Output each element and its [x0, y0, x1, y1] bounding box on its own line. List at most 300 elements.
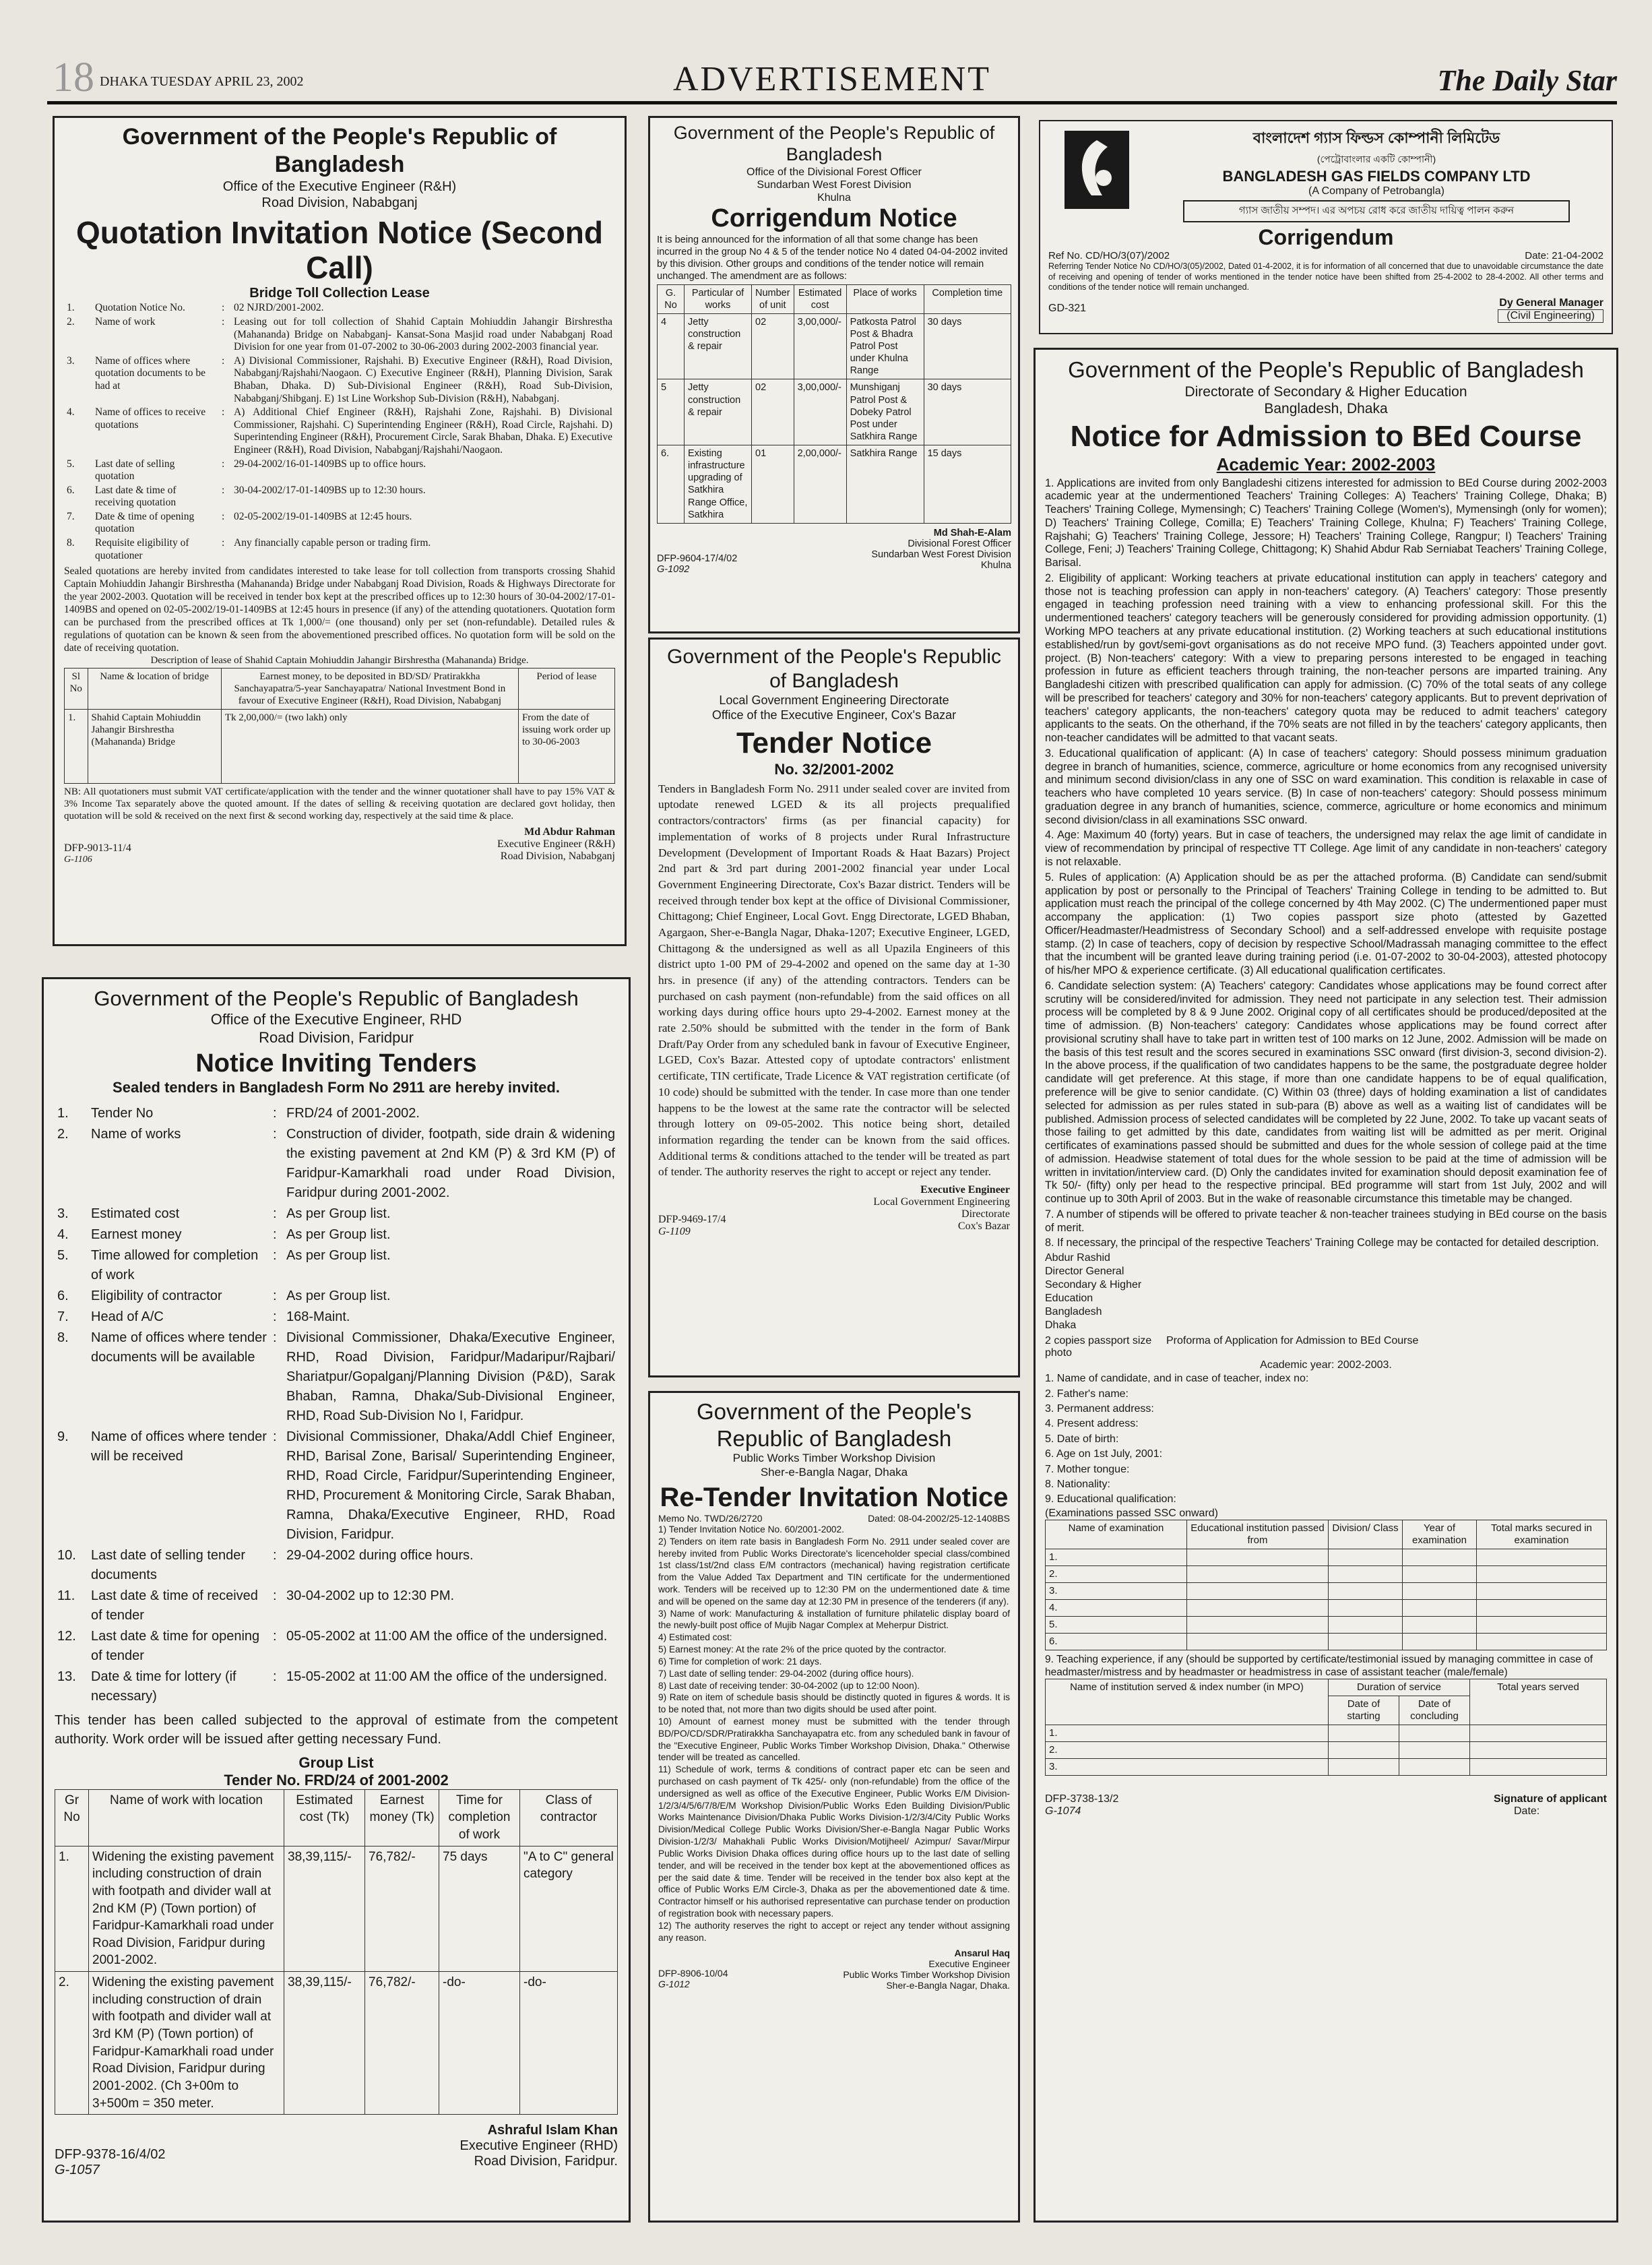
notice-item	[55, 1667, 618, 1707]
proforma-field: 2. Father's name:	[1045, 1388, 1129, 1400]
signer-line: Education	[1045, 1293, 1093, 1305]
item-number: 5.	[67, 458, 75, 470]
exam-empty-cell	[1477, 1616, 1607, 1633]
notice-number: No. 32/2001-2002	[774, 760, 894, 778]
notice-item: 7) Last date of selling tender: 29-04-2002 (during office hours).	[658, 1668, 914, 1679]
exam-empty-cell	[1187, 1549, 1329, 1565]
item-number: 2.	[67, 315, 75, 328]
table-cell: 1.	[55, 1846, 89, 1971]
city-line: Sher-e-Bangla Nagar, Dhaka	[760, 1465, 908, 1479]
proforma-field: 6. Age on 1st July, 2001:	[1045, 1448, 1163, 1460]
paper-logo: The Daily Star	[1437, 64, 1617, 97]
exam-empty-cell	[1477, 1549, 1607, 1565]
notice-item: 6) Time for completion of work: 21 days.	[658, 1656, 822, 1667]
item-value: A) Additional Chief Engineer (R&H), Rajshahi Zone, Rajshahi. B) Divisional Commissioner, Rajshahi. C) Superintending Engineer (R&H), Road Circle, Rajshahi. D) Superintending Engineer (R&H), Procurement Circle, Sarak Bhaban, Dhaka. E) Executive Engineer (R&H), Road Division, Nababganj/Rajshahi/Naogaon.	[234, 406, 612, 456]
item-colon: :	[222, 315, 225, 328]
notice-item	[55, 1586, 618, 1626]
exam-empty-cell	[1187, 1633, 1329, 1650]
item-number: 6.	[57, 1288, 69, 1303]
item-key: Date & time of opening quotation	[95, 510, 195, 535]
item-colon: :	[273, 1105, 277, 1121]
office-line: Office of the Executive Engineer, RHD	[210, 1011, 462, 1028]
experience-empty-cell	[1329, 1725, 1399, 1742]
item-value: A) Divisional Commissioner, Rajshahi. B) Executive Engineer (R&H), Road Division, Nababganj/Rajshahi/Naogaon. C) Executive Engineer (R&H), Planning Division, Sarak Bhaban, Dhaka. D) Sub-Divisional Engineer (R&H), Road Sub-Division, Nababganj/Shibganj. E) 1st Line Workshop Sub-Division (R&H), Nababganj.	[234, 354, 612, 404]
exam-empty-cell	[1329, 1565, 1403, 1582]
notice-items	[64, 301, 615, 563]
item-value: As per Group list.	[286, 1206, 391, 1221]
item-key: Name of works	[91, 1126, 181, 1142]
notice-item	[64, 315, 615, 354]
signer-name: Md Abdur Rahman	[524, 826, 615, 838]
table-cell: 02	[752, 313, 794, 379]
experience-empty-cell	[1399, 1725, 1470, 1742]
item-key: Requisite eligibility of quotationer	[95, 537, 189, 561]
table-cell: 76,782/-	[365, 1846, 439, 1971]
photo-note: 2 copies passport size photo	[1045, 1335, 1152, 1359]
item-number: 7.	[57, 1309, 69, 1324]
gov-heading: Government of the People's Republic of Bangladesh	[696, 1399, 972, 1451]
item-colon: :	[222, 302, 225, 314]
experience-empty-cell	[1470, 1759, 1607, 1776]
signer-title: Executive Engineer	[920, 1183, 1010, 1196]
group-list-title: Group List	[298, 1754, 374, 1771]
table-header-cell: Number of unit	[752, 284, 794, 313]
item-number: 5.	[57, 1247, 69, 1263]
gov-heading: Government of the People's Republic of Bangladesh	[122, 124, 557, 177]
notice-item: 5) Earnest money: At the rate 2% of the price quoted by the contractor.	[658, 1644, 947, 1655]
experience-table	[1045, 1679, 1607, 1776]
exam-row	[1046, 1633, 1607, 1650]
item-value: 15-05-2002 at 11:00 AM the office of the undersigned.	[286, 1669, 608, 1684]
item-key: Time allowed for completion of work	[91, 1247, 259, 1282]
signer-name: Ansarul Haq	[954, 1948, 1010, 1959]
table-cell: 3,00,000/-	[794, 379, 846, 445]
notice-body: This tender has been called subjected to the approval of estimate from the competent authority. Work order will be issued after getting necessary Fund.	[55, 1712, 618, 1747]
table-cell: Jetty construction & repair	[685, 313, 752, 379]
notice-item	[55, 1286, 618, 1307]
signer-title: Executive Engineer (RHD)	[459, 2138, 618, 2154]
signer-name: Abdur Rashid	[1045, 1252, 1110, 1264]
table-cell: "A to C" general category	[520, 1846, 618, 1971]
exp-head-total: Total years served	[1470, 1679, 1607, 1725]
notice-paragraph: 7. A number of stipends will be offered to private teacher & non-teacher trainees studying in BEd course on the basis of merit.	[1045, 1208, 1607, 1234]
table-cell: 75 days	[439, 1846, 520, 1971]
section-title: ADVERTISEMENT	[672, 60, 992, 98]
experience-empty-cell	[1329, 1742, 1399, 1759]
notice-body: Sealed quotations are hereby invited from candidates interested to take lease for toll collection from transports crossing Shahid Captain Mohiuddin Jahangir Birshrestha (Mahananda) Bridge under Nababganj Road Division, Roads & Highways Directorate for the year 2002-2003. Quotation will be received in tender box kept at the prescribed offices up to 12:30 hours of 30-04-2002/17-01-1409BS and opened on 02-05-2002/19-01-1409BS at 12:45 hours in presence (if any) of the attending quotationers. Quotation form can be purchased from the prescribed offices at Tk 1,000/= (one thousand) only per set (non-refundable). Detailed rules & regulations of quotation can be known & seen from the abovementioned prescribed offices. No quotation form will be sold on the date of receiving quotation.	[64, 565, 615, 654]
exam-row	[1046, 1616, 1607, 1633]
exam-row	[1046, 1565, 1607, 1582]
division-line: Road Division, Nababganj	[261, 195, 418, 210]
exam-empty-cell	[1477, 1599, 1607, 1616]
ad-code: G-1057	[55, 2163, 100, 2178]
exp-head-institution: Name of institution served & index number (in MPO)	[1046, 1679, 1329, 1725]
proforma-fields	[1045, 1371, 1607, 1508]
exam-row-number: 4.	[1046, 1599, 1187, 1616]
exam-header-cell: Division/ Class	[1329, 1520, 1403, 1549]
table-cell: 30 days	[924, 313, 1011, 379]
table-cell: Tk 2,00,000/= (two lakh) only	[221, 709, 518, 783]
exam-empty-cell	[1329, 1599, 1403, 1616]
item-value: As per Group list.	[286, 1227, 391, 1242]
table-cell: 30 days	[924, 379, 1011, 445]
signer-directorate: Directorate	[961, 1208, 1010, 1220]
table-cell: -do-	[520, 1972, 618, 2115]
table-cell: Satkhira Range	[846, 445, 924, 524]
exam-row-number: 1.	[1046, 1549, 1187, 1565]
item-colon: :	[273, 1227, 277, 1242]
item-number: 6.	[67, 484, 75, 496]
signer-office: Road Division, Faridpur.	[474, 2154, 618, 2169]
table-cell: From the date of issuing work order up to 30-06-2003	[518, 709, 614, 783]
table-cell: 1.	[65, 709, 88, 783]
table-cell: Widening the existing pavement including construction of drain with footpath and divider wall at 3rd KM (P) (Town portion) of Faridpur-Kamarkhali road under Road Division, Faridpur during 2001-2002. (Ch 3+00m to 3+500m = 350 meter.	[89, 1972, 284, 2115]
notice-items	[55, 1103, 618, 1707]
masthead	[47, 54, 1617, 104]
signer-block	[1045, 1251, 1607, 1332]
notice-paragraph: 5. Rules of application: (A) Application should be as per the attached proforma. (B) Candidate can send/submit application by post or personally to the Principal of Teachers' Training College in tending to be admitted to. But application must reach the principal of the college concerned by 4th May 2002. (C) The undermentioned paper must accompany the application: (1) Two copies passport size photo (attested by Gazetted Officer/Headmaster/Headmistress of Secondary School) and a self-addressed envelope with requisite postage stamp. (2) In case of teachers, copy of decision by respective School/Madrassah managing committee to the effect that the incumbent will be granted leave during training period (i.e. 01-07-2002 to 30-04-2003), attested photocopy of his/her MPO & experience certificate. (3) All educational qualification certificates.	[1045, 871, 1607, 977]
office-line: Office of the Divisional Forest Officer	[746, 166, 922, 178]
notice-item	[55, 1124, 618, 1204]
notice-item	[55, 1307, 618, 1328]
item-key: Name of offices where tender documents will be available	[91, 1330, 267, 1365]
exam-empty-cell	[1477, 1582, 1607, 1599]
signer-office: Public Works Timber Workshop Division	[843, 1969, 1010, 1981]
item-colon: :	[273, 1429, 277, 1444]
memo-date: Dated: 08-04-2002/25-12-1408BS	[868, 1512, 1010, 1524]
signer-office: Sundarban West Forest Division	[871, 549, 1011, 560]
item-colon: :	[222, 510, 225, 522]
notice-item	[64, 510, 615, 536]
item-key: Name of work	[95, 315, 156, 328]
signer-line: Secondary & Higher	[1045, 1279, 1142, 1291]
item-value: 30-04-2002 up to 12:30 PM.	[286, 1588, 455, 1603]
item-key: Last date & time of receiving quotation	[95, 484, 177, 509]
experience-row	[1046, 1742, 1607, 1759]
exam-header-cell: Total marks secured in examination	[1477, 1520, 1607, 1549]
ad-ref: DFP-9469-17/4	[658, 1213, 726, 1225]
experience-empty-cell	[1329, 1759, 1399, 1776]
notice-title: Corrigendum	[1258, 225, 1394, 249]
table-header-cell: Time for completion of work	[439, 1789, 520, 1846]
ad-notice-inviting-tenders	[42, 977, 631, 2223]
table-cell: -do-	[439, 1972, 520, 2115]
exam-row-number: 6.	[1046, 1633, 1187, 1650]
item-value: Construction of divider, footpath, side drain & widening the existing pavement at 2nd KM (P) & 3rd KM (P) of Faridpur-Kamarkhali road under Road Division, Faridpur during 2001-2002.	[286, 1126, 615, 1200]
proforma-field: 3. Permanent address:	[1045, 1402, 1154, 1415]
notice-item: 1) Tender Invitation Notice No. 60/2001-2002.	[658, 1524, 844, 1534]
exam-empty-cell	[1403, 1633, 1477, 1650]
exam-empty-cell	[1329, 1549, 1403, 1565]
item-number: 13.	[57, 1669, 76, 1684]
signer-name: Ashraful Islam Khan	[487, 2123, 618, 2138]
table-header-cell: Earnest money (Tk)	[365, 1789, 439, 1846]
item-value: 29-04-2002/16-01-1409BS up to office hours.	[234, 458, 426, 470]
item-key: Quotation Notice No.	[95, 302, 185, 314]
table-cell: 6.	[658, 445, 685, 524]
table-cell: 4	[658, 313, 685, 379]
item-key: Last date of selling tender documents	[91, 1547, 246, 1582]
notice-title: Tender Notice	[736, 726, 932, 760]
notice-item	[55, 1427, 618, 1545]
table-header-cell: Name & location of bridge	[88, 668, 221, 709]
company-name-bangla: বাংলাদেশ গ্যাস ফিল্ডস কোম্পানী লিমিটেড	[1252, 129, 1500, 146]
table-cell: Shahid Captain Mohiuddin Jahangir Birshrestha (Mahananda) Bridge	[88, 709, 221, 783]
item-key: Name of offices to receive quotations	[95, 406, 206, 431]
company-slogan-bangla: গ্যাস জাতীয় সম্পদ। এর অপচয় রোধ করে জাতীয় দায়িত্ব পালন করুন	[1183, 200, 1570, 222]
item-number: 2.	[57, 1126, 69, 1142]
exam-note: (Examinations passed SSC onward)	[1045, 1507, 1219, 1519]
experience-empty-cell	[1470, 1725, 1607, 1742]
table-cell: 15 days	[924, 445, 1011, 524]
item-colon: :	[273, 1206, 277, 1221]
signer-city: Khulna	[980, 559, 1011, 571]
exam-row	[1046, 1582, 1607, 1599]
table-header-cell: Gr No	[55, 1789, 89, 1846]
table-header-cell: Period of lease	[518, 668, 614, 709]
ad-code: G-1106	[64, 854, 92, 865]
table-header-cell: Name of work with location	[89, 1789, 284, 1846]
item-key: Name of offices where quotation documents to be had at	[95, 354, 206, 392]
signer-line: Dhaka	[1045, 1320, 1077, 1332]
notice-item	[64, 354, 615, 406]
table-header-cell: Estimated cost (Tk)	[284, 1789, 365, 1846]
notice-paragraphs	[1045, 477, 1607, 1251]
item-key: Head of A/C	[91, 1309, 164, 1324]
experience-row-number: 1.	[1046, 1725, 1329, 1742]
signer-city: Sher-e-Bangla Nagar, Dhaka.	[886, 1980, 1010, 1991]
item-colon: :	[273, 1309, 277, 1324]
proforma-field: 8. Nationality:	[1045, 1478, 1110, 1490]
notice-item	[55, 1328, 618, 1427]
proforma-field: 9. Educational qualification:	[1045, 1493, 1176, 1506]
item-number: 8.	[67, 537, 75, 549]
exam-row-number: 3.	[1046, 1582, 1187, 1599]
table-cell: 3,00,000/-	[794, 313, 846, 379]
item-key: Earnest money	[91, 1227, 182, 1242]
exp-head-end: Date of concluding	[1399, 1696, 1470, 1725]
notice-date: Date: 21-04-2002	[1525, 250, 1603, 261]
notice-title: Quotation Invitation Notice (Second Call)	[76, 214, 603, 286]
ad-corrigendum-notice	[648, 116, 1020, 633]
company-sub-bangla: (পেট্রোবাংলার একটি কোম্পানী)	[1316, 154, 1436, 164]
ad-bed-admission-notice	[1034, 348, 1618, 2223]
exam-table	[1045, 1520, 1607, 1650]
item-number: 12.	[57, 1628, 76, 1644]
notice-item	[64, 536, 615, 563]
experience-row	[1046, 1725, 1607, 1742]
notice-subtitle: Bridge Toll Collection Lease	[249, 286, 430, 301]
division-line: Sundarban West Forest Division	[757, 179, 912, 191]
item-key: Name of offices where tender will be received	[91, 1429, 267, 1464]
experience-empty-cell	[1399, 1759, 1470, 1776]
item-key: Date & time for lottery (if necessary)	[91, 1669, 236, 1704]
notice-item	[64, 484, 615, 510]
exam-row-number: 2.	[1046, 1565, 1187, 1582]
notice-body: It is being announced for the information of all that some change has been incurred in the group No 4 & 5 of the tender notice No 4 dated 04-04-2002 invited by this division. Other groups and conditions of the tender notice will remain unchanged. The amendment are as follows:	[657, 235, 1008, 282]
item-number: 10.	[57, 1547, 76, 1563]
notice-item	[55, 1245, 618, 1286]
exam-header-cell: Name of examination	[1046, 1520, 1187, 1549]
exam-empty-cell	[1477, 1633, 1607, 1650]
table-header-cell: Estimated cost	[794, 284, 846, 313]
office-line: Directorate of Secondary & Higher Education	[1184, 383, 1467, 400]
signer-title: Divisional Forest Officer	[908, 538, 1011, 549]
signer-line: Bangladesh	[1045, 1306, 1102, 1318]
table-cell: 38,39,115/-	[284, 1972, 365, 2115]
company-sub: (A Company of Petrobangla)	[1308, 185, 1444, 197]
item-colon: :	[273, 1628, 277, 1644]
item-key: Eligibility of contractor	[91, 1288, 222, 1303]
signer-name: Md Shah-E-Alam	[933, 527, 1011, 538]
table-header-cell: Sl No	[65, 668, 88, 709]
item-colon: :	[222, 406, 225, 418]
item-colon: :	[222, 354, 225, 367]
item-colon: :	[222, 458, 225, 470]
notice-items	[658, 1524, 1010, 1944]
item-value: As per Group list.	[286, 1288, 391, 1303]
item-colon: :	[273, 1669, 277, 1684]
notice-item	[64, 301, 615, 315]
experience-empty-cell	[1470, 1742, 1607, 1759]
notice-item	[55, 1626, 618, 1667]
experience-note: 9. Teaching experience, if any (should be supported by certificate/testimonial issued by managing committee in case of headmaster/mistress and by headmaster or headmistress in case of assistant teacher (male/female)	[1045, 1653, 1593, 1679]
item-value: Any financially capable person or trading firm.	[234, 537, 431, 549]
exam-empty-cell	[1403, 1616, 1477, 1633]
lease-description: Description of lease of Shahid Captain Mohiuddin Jahangir Birshrestha (Mahananda) Bridge.	[150, 654, 529, 666]
exam-header-cell: Year of examination	[1403, 1520, 1477, 1549]
item-number: 3.	[57, 1206, 69, 1221]
table-header-cell: Earnest money, to be deposited in BD/SD/ Pratirakkha Sanchayapatra/5-year Sanchayapatra/ National Investment Bond in favour of Executive Engineer (R&H), Road Division, Nababganj	[221, 668, 518, 709]
exam-empty-cell	[1329, 1582, 1403, 1599]
exam-empty-cell	[1403, 1582, 1477, 1599]
office-line: Office of the Executive Engineer (R&H)	[222, 179, 457, 194]
group-list-subtitle: Tender No. FRD/24 of 2001-2002	[224, 1771, 449, 1789]
exam-row	[1046, 1549, 1607, 1565]
item-number: 7.	[67, 510, 75, 522]
lease-table	[64, 668, 615, 784]
notice-paragraph: 3. Educational qualification of applicant: (A) In case of teachers' category: Should possess minimum graduation degree in branch of humanities, science, commerce, agriculture or home economics from any recognised university and minimum second division/class in any one of SSC on ward examination. This condition is relaxable in case of teachers who have completed 10 years service. (B) In case of non-teachers' category: Should possess minimum graduation degree in any branch of humanities, science, commerce, agriculture or home economics and minimum second division/class in all examinations SSC onward.	[1045, 747, 1607, 826]
table-cell: Munshiganj Patrol Post & Dobeky Patrol Post under Satkhira Range	[846, 379, 924, 445]
exam-empty-cell	[1403, 1565, 1477, 1582]
notice-subtitle: Sealed tenders in Bangladesh Form No 2911 are hereby invited.	[113, 1078, 560, 1096]
item-number: 1.	[57, 1105, 69, 1121]
city-line: Bangladesh, Dhaka	[1264, 400, 1388, 416]
item-colon: :	[273, 1547, 277, 1563]
notice-item: 9) Rate on item of schedule basis should be distinctly quoted in figures & words. It is to be noted that, not more than two digits should be used after point.	[658, 1692, 1010, 1715]
academic-year: Academic Year: 2002-2003	[1216, 454, 1436, 474]
table-row	[658, 379, 1011, 445]
date-label: Date:	[1513, 1805, 1540, 1818]
item-colon: :	[273, 1288, 277, 1303]
exp-head-start: Date of starting	[1329, 1696, 1399, 1725]
notice-item: 3) Name of work: Manufacturing & installation of furniture philatelic display board of the newly-built post office of Mujib Nagar Complex at Meherpur District.	[658, 1608, 1010, 1631]
exam-row	[1046, 1599, 1607, 1616]
signer-dept: Local Government Engineering	[873, 1196, 1010, 1208]
table-cell: 38,39,115/-	[284, 1846, 365, 1971]
proforma-field: 7. Mother tongue:	[1045, 1463, 1130, 1475]
ad-code: G-1012	[658, 1979, 690, 1990]
exam-row-number: 5.	[1046, 1616, 1187, 1633]
item-value: 05-05-2002 at 11:00 AM the office of the undersigned.	[286, 1628, 608, 1644]
signer-city: Cox's Bazar	[957, 1220, 1010, 1232]
table-cell: Jetty construction & repair	[685, 379, 752, 445]
signer-line: Director General	[1045, 1266, 1124, 1278]
item-value: 02-05-2002/19-01-1409BS at 12:45 hours.	[234, 510, 412, 522]
item-value: Divisional Commissioner, Dhaka/Addl Chief Engineer, RHD, Barisal Zone, Barisal/ Superintending Engineer, RHD, Road Circle, Faridpur/Superintending Engineer, RHD, Procurement & Monitoring Circle, Sarak Bhaban, Ramna, Dhaka/Executive Engineer, RHD, Road Division, Faridpur.	[286, 1429, 615, 1542]
ad-gas-fields-corrigendum	[1039, 120, 1613, 334]
signer-title: Dy General Manager	[1499, 297, 1603, 309]
amendment-table	[657, 284, 1011, 524]
notice-item: 2) Tenders on item rate basis in Bangladesh Form No. 2911 under sealed cover are hereby invited from Public Works Directorate's licenceholder special class/combined 1st class/1st/2nd class E/M contractors (mechanical) having registration certificate from the Value Added Tax Department and TIN certificate for the undermentioned work. Tenders will be received up to 12:30 PM on the undermentioned date & time and will be opened on the same day at 12:30 PM in presence of the tenderers (if any).	[658, 1536, 1010, 1607]
proforma-year: Academic year: 2002-2003.	[1260, 1359, 1392, 1371]
experience-row	[1046, 1759, 1607, 1776]
item-value: 29-04-2002 during office hours.	[286, 1547, 474, 1563]
table-cell: Widening the existing pavement including construction of drain with footpath and divider wall at 2nd KM (P) (Town portion) of Faridpur-Kamarkhali road under Road Division, Faridpur during 2001-2002.	[89, 1846, 284, 1971]
exam-empty-cell	[1187, 1616, 1329, 1633]
item-colon: :	[273, 1330, 277, 1345]
signer-office: Road Division, Nababganj	[500, 850, 615, 862]
item-number: 9.	[57, 1429, 69, 1444]
item-key: Last date & time of received of tender	[91, 1588, 258, 1623]
notice-item	[55, 1103, 618, 1124]
item-number: 4.	[67, 406, 75, 418]
table-cell: 76,782/-	[365, 1972, 439, 2115]
table-header-cell: G. No	[658, 284, 685, 313]
memo-number: Memo No. TWD/26/2720	[658, 1512, 763, 1524]
notice-body: Referring Tender Notice No CD/HO/3(05)/2002, Dated 01-4-2002, it is for information of all concerned that due to unavoidable circumstance the date of receiving and opening of tender of works mentioned in the tender notice have been shifted from 25-4-2002 to 28-4-2002. All other terms and conditions of the tender notice will remain unchanged.	[1048, 261, 1603, 292]
table-row	[55, 1846, 618, 1971]
table-cell: Patkosta Patrol Post & Bhadra Patrol Post under Khulna Range	[846, 313, 924, 379]
item-number: 11.	[57, 1588, 75, 1603]
signature-label: Signature of applicant	[1493, 1793, 1607, 1805]
item-colon: :	[222, 484, 225, 496]
ad-tender-notice	[648, 638, 1020, 1377]
division-line: Road Division, Faridpur	[259, 1028, 414, 1046]
signer-dept: (Civil Engineering)	[1498, 309, 1603, 323]
notice-paragraph: 1. Applications are invited from only Bangladeshi citizens interested for admission to BEd Course during 2002-2003 academic year at the undermentioned Teachers' Training Colleges: A) Teachers' Training College, Dhaka; B) Teachers' Training College, Mymensingh; C) Teachers' Training College (Women's), Mymensingh (only for women); D) Teachers' Training College, Comilla; E) Teachers' Training College, Khulna; F) Teachers' Training College, Rajshahi; G) Teachers' Training College, Jessore; H) Teachers' Training College, Rangpur; I) Teachers' Training College, Feni; J) Teachers' Training College, Chittagong; K) Shahid Abdur Rab Serniabat Teachers' Training College, Barisal.	[1045, 476, 1607, 569]
notice-item: 8) Last date of receiving tender: 30-04-2002 (up to 12:00 Noon).	[658, 1680, 920, 1691]
group-table	[55, 1789, 618, 2115]
item-value: Leasing out for toll collection of Shahid Captain Mohiuddin Jahangir Birshrestha (Mahananda) Bridge on Nababganj- Kansat-Sona Masjid road under Nababganj Road Division for one year from 01-07-2002 to 30-06-2003 during 2002-2003 financial year.	[234, 315, 612, 353]
issue-date: DHAKA TUESDAY APRIL 23, 2002	[100, 74, 304, 89]
notice-paragraph: 2. Eligibility of applicant: Working teachers at private educational institution can apply in teachers' category and those not is teaching profession can apply in non-teachers' category. (A) Teachers' category: Those presently engaged in teaching profession need training with a view to enhancing professional skill. For this the undermentioned teachers' category teachers will be generously considered for providing admission opportunity. (1) Working MPO teachers at any private educational institution. (2) Working teachers at such educational institutions established/run by govt/semi-govt organisations as do not receive MPO fund. (3) Teachers appointed under govt. project. (B) Non-teachers' category: With a view to preparing persons interested to be engaged in teaching profession in future as efficient teachers through training, the non-teacher persons are imparted training. Any Bangladeshi citizen with prescribed qualification can apply for admission. (C) 70% of the total seats of any college will be prescribed for teachers' category and 30% for non-teachers' category applicants. But to prevent deprivation of teachers' category applicants, the non-teachers' category quota may be reduced to admit teachers' category applicants to the seats. On the otherhand, if the 70% seats are not filled in by the teachers' category applicants, then non-teacher candidates will be admitted to that vacant seats.	[1045, 571, 1608, 745]
item-key: Estimated cost	[91, 1206, 180, 1221]
notice-item	[64, 406, 615, 457]
item-number: 1.	[67, 302, 75, 314]
exam-empty-cell	[1187, 1599, 1329, 1616]
item-number: 4.	[57, 1227, 69, 1242]
item-value: 168-Maint.	[286, 1309, 350, 1324]
experience-empty-cell	[1399, 1742, 1470, 1759]
item-value: 30-04-2002/17-01-1409BS up to 12:30 hours.	[234, 484, 426, 496]
ad-code: G-1092	[657, 563, 690, 575]
dept-line: Local Government Engineering Directorate	[719, 693, 949, 707]
ad-quotation-notice	[53, 116, 627, 946]
table-cell: 01	[752, 445, 794, 524]
notice-title: Corrigendum Notice	[711, 204, 957, 233]
notice-item	[55, 1545, 618, 1586]
table-header-cell: Particular of works	[685, 284, 752, 313]
table-header-cell: Completion time	[924, 284, 1011, 313]
ad-code: GD-321	[1048, 302, 1087, 314]
notice-body: Tenders in Bangladesh Form No. 2911 under sealed cover are invited from uptodate renewed LGED & its all projects prequalified contractors/contractors' firms (as per financial capacity) for implementation of works of 8 projects under Rural Infrastructure Development (Development of Important Roads & Haat Bazars) Project 2nd part & 3rd part during 2001-2002 financial year under Local Government Engineering Directorate, Cox's Bazar district. Tenders will be received through tender box kept at the office of Divisional Commissioner, Chittagong; Chief Engineer, Local Govt. Engg Directorate, LGED Bhaban, Agargaon, Sher-e-Bangla Nagar, Dhaka-1207; Executive Engineer, LGED, Chittagong & the undersigned as well as all Upazila Engineers of this district upto 1-00 PM of 29-4-2002 and opened on the same day at 1-30 hrs. in presence (if any) of the attending contractors. Tenders can be purchased on cash payment (non-refundable) from the said offices on all working days during office hours upto 29-4-2002. Earnest money at the rate 2.50% should be submitted with the tender in the form of Bank Draft/Pay Order from any scheduled bank in favour of Executive Engineer, LGED, Cox's Bazar. Attested copy of uptodate contractors' enlistment certificate, TIN certificate, Trade Licence & VAT registration certificate (of 10 code) should be submitted with the tender. In case more than one tender happens to be the lowest at the same rate the contractor will be selected through lottery on 09-05-2002. This notice being short, detailed information regarding the tender can be known from the said offices. Additional terms & conditions attached to the tender will be treated as part of tender. The authority reserves the right to accept or reject any tender.	[658, 782, 1010, 1179]
item-key: Last date & time for opening of tender	[91, 1628, 260, 1663]
table-cell: 2,00,000/-	[794, 445, 846, 524]
ref-number: Ref No. CD/HO/3(07)/2002	[1048, 250, 1170, 261]
table-row	[658, 313, 1011, 379]
proforma-field: 5. Date of birth:	[1045, 1433, 1119, 1445]
